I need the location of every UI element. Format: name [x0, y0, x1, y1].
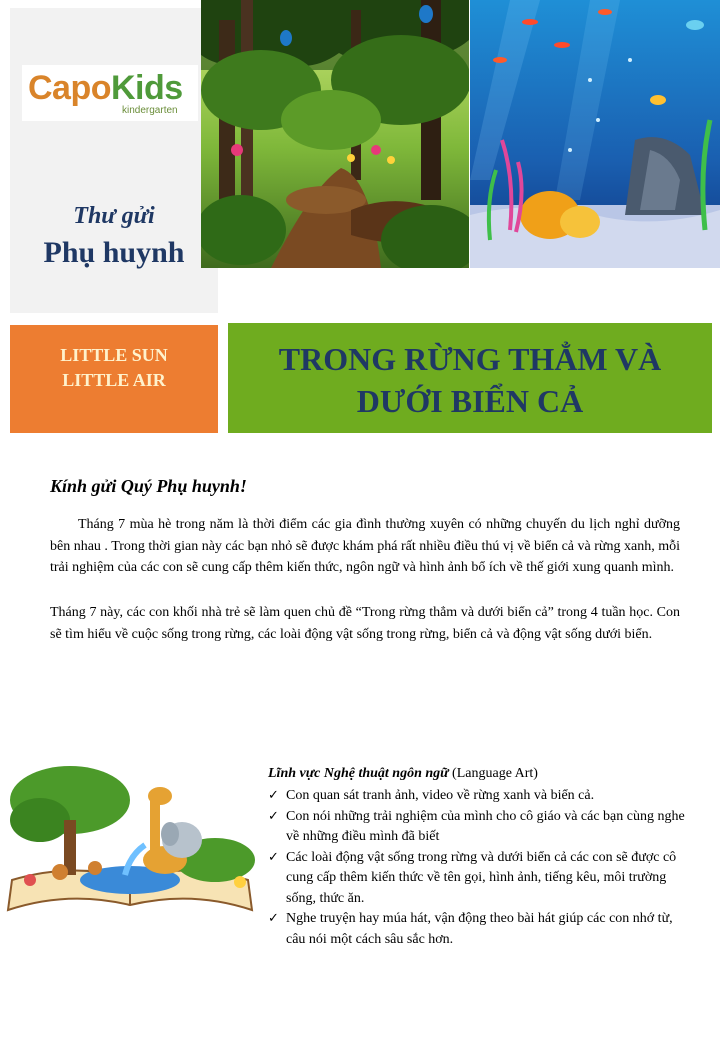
language-art-list	[268, 786, 688, 950]
checkmark-icon: ✓	[268, 849, 279, 865]
list-item	[268, 786, 688, 807]
topic-title-line1: TRONG RỪNG THẲM VÀ	[278, 341, 662, 377]
class-name-line1: LITTLE SUN	[60, 345, 168, 365]
list-item-text: Nghe truyện hay múa hát, vận động theo bài hát giúp các con nhớ từ, câu nói một cách sâu sắc hơn.	[286, 911, 673, 947]
language-art-heading-vi: Lĩnh vực Nghệ thuật ngôn ngữ	[268, 766, 449, 781]
greeting: Kính gửi Quý Phụ huynh!	[50, 476, 247, 496]
class-name-line2: LITTLE AIR	[62, 370, 166, 390]
capokids-logo	[22, 65, 198, 121]
topic-title-line2: DƯỚI BIỂN CẢ	[356, 383, 584, 419]
list-item-text: Các loài động vật sống trong rừng và dưới biển cả các con sẽ được cô cung cấp thêm kiến thức về tên gọi, hình ảnh, tiếng kêu, môi trường sống, thức ăn.	[286, 849, 677, 906]
list-item	[268, 807, 688, 848]
forest-illustration	[201, 0, 469, 268]
letter-title-line2: Phụ huynh	[43, 236, 185, 269]
letter-paragraph-1: Tháng 7 mùa hè trong năm là thời điểm các gia đình thường xuyên có những chuyến du lịch nghỉ dưỡng bên nhau . Trong thời gian này các bạn nhỏ sẽ được khám phá rất nhiều điều thú vị về biển cả và rừng xanh, mỗi trải nghiệm của các con sẽ cung cấp thêm kiến thức, ngôn ngữ và hình ảnh bổ ích về thế giới xung quanh mình.	[50, 517, 680, 575]
list-item-text: Con nói những trải nghiệm của mình cho cô giáo và các bạn cùng nghe về những điều mình đã biết	[286, 808, 685, 844]
logo-brand-part1: Capo	[28, 69, 111, 107]
checkmark-icon: ✓	[268, 808, 279, 824]
letter-title-line1: Thư gửi	[73, 203, 155, 229]
letter-paragraph-2: Tháng 7 này, các con khối nhà trẻ sẽ làm quen chủ đề “Trong rừng thẳm và dưới biển cả” trong 4 tuần học. Con sẽ tìm hiểu về cuộc sống trong rừng, các loài động vật sống trong rừng, biển cả và động vật sống dưới biển.	[50, 605, 680, 642]
checkmark-icon: ✓	[268, 911, 279, 926]
language-art-heading	[268, 766, 538, 782]
topic-banner	[228, 323, 712, 433]
checkmark-icon: ✓	[268, 788, 279, 803]
logo-subtitle: kindergarten	[122, 105, 178, 116]
logo-brand-part2: Kids	[111, 69, 183, 107]
list-item-text: Con quan sát tranh ảnh, video về rừng xanh và biển cả.	[286, 788, 595, 803]
storybook-animals-illustration	[0, 760, 262, 920]
class-name-banner	[10, 325, 218, 433]
underwater-illustration	[470, 0, 720, 268]
list-item	[268, 909, 688, 950]
language-art-heading-en: (Language Art)	[448, 766, 538, 781]
list-item	[268, 848, 688, 910]
